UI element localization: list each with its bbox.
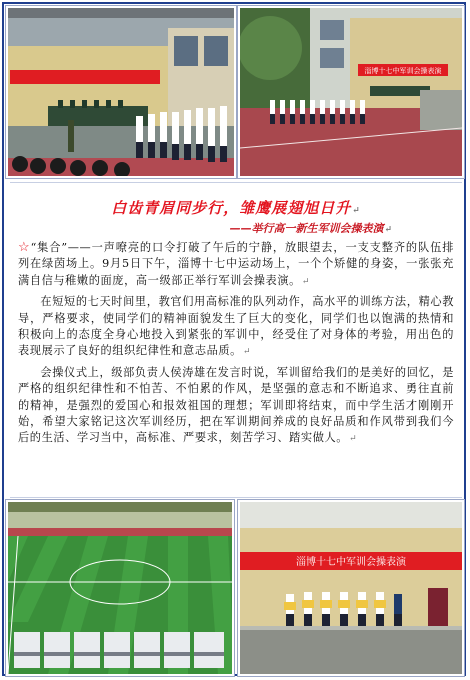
article-subtitle-text: ——举行高一新生军训会操表演 xyxy=(229,222,384,235)
banner-text: 淄博十七中军训会操表演 xyxy=(364,67,442,75)
return-mark: ↵ xyxy=(242,347,252,358)
banner-text: 淄博十七中军训会操表演 xyxy=(296,557,406,568)
star-icon: ☆ xyxy=(18,240,31,255)
article-title-text: 白齿青眉同步行，雏鹰展翅旭日升 xyxy=(111,199,352,217)
photo-award-stage xyxy=(238,500,464,676)
return-mark: ↵ xyxy=(301,276,311,287)
photo-parade-ground xyxy=(238,6,464,178)
paragraph-2-text: 在短短的七天时间里，教官们用高标准的队列动作，高水平的训练方法，精心教导，严格要求，使同学们的精神面貌发生了巨大的变化，同学们也以饱满的热情和积极向上的态度全身心地投入到紧张的军训中，经受住了对身体的考验，用出色的表现展示了良好的组织纪律性和意志品质。 xyxy=(18,295,454,358)
article-title xyxy=(10,197,462,218)
paragraph-1-lead: “集合” xyxy=(30,241,68,254)
photo-stage-ceremony xyxy=(6,6,236,178)
return-mark: ↵ xyxy=(384,225,392,235)
paragraph-1 xyxy=(18,240,454,290)
paragraph-3-text: 会操仪式上，级部负责人侯涛雄在发言时说，军训留给我们的是美好的回忆，是严格的组织纪律性和不怕苦、不怕累的作风，是坚强的意志和不断追求、勇往直前的精神，是强烈的爱国心和报效祖国的理想；军训即将结束，而中学生活才刚刚开始，希望大家铭记这次军训经历，把在军训期间养成的良好品质和作风带到我们今后的生活、学习当中，高标准、严要求，刻苦学习、踏实做人。 xyxy=(18,365,454,445)
document-page xyxy=(2,2,466,676)
return-mark: ↵ xyxy=(352,206,361,216)
article-subtitle xyxy=(10,220,392,236)
photo-field-formation xyxy=(6,500,234,676)
paragraph-1-text: ——一声嘹亮的口令打破了午后的宁静，放眼望去，一支支整齐的队伍排列在绿茵场上。9月5日下午，淄博十七中运动场上，一个个矫健的身姿，一张张充满自信与稚嫩的面庞，高一级部正举行军训会操表演。 xyxy=(18,241,454,287)
return-mark: ↵ xyxy=(349,434,358,445)
article xyxy=(10,182,462,498)
paragraph-3 xyxy=(18,365,454,448)
paragraph-2 xyxy=(18,294,454,361)
